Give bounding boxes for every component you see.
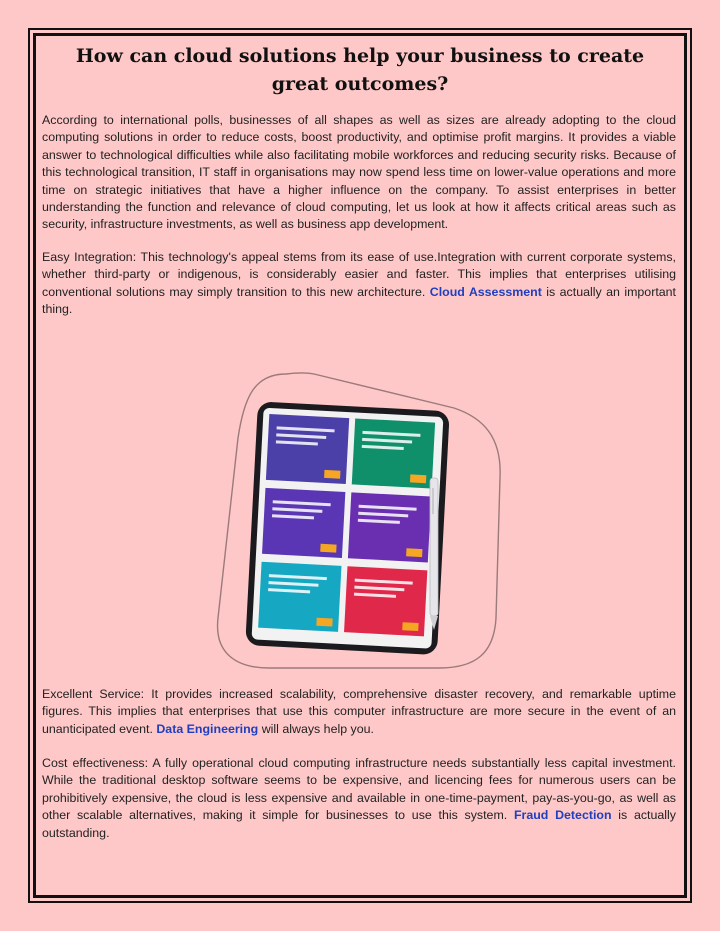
page-title: How can cloud solutions help your business to create great outcomes? [75, 45, 645, 95]
service-text: Excellent Service: It provides increased scalability, comprehensive disaster recovery, and remarkable uptime figures. This implies that enterprises that use this computer infrastructure are more secure in the event of an unanticipated event. [42, 687, 676, 736]
stylus-icon [430, 478, 438, 630]
data-engineering-link[interactable]: Data Engineering [156, 721, 259, 736]
book-cover [266, 414, 349, 484]
integration-after-text: is actually an important thing. [42, 284, 676, 317]
tablet-illustration [214, 368, 504, 673]
intro-paragraph: According to international polls, businesses of all shapes as well as sizes are already adopting to the cloud computing solutions in order to reduce costs, boost productivity, and optimise profit margins. It provides a viable answer to technological difficulties while also facilitating mobile workforces and reducing security risks. Because of this technological transition, IT staff in organisations may now spend less time on lower-value operations and more time on strategic initiatives that have a higher influence on the company. To assist enterprises in better understanding the function and relevance of cloud computing, let us look at how it affects critical areas such as security, infrastructure investments, as well as business app development. [42, 113, 676, 232]
fraud-detection-link[interactable]: Fraud Detection [513, 808, 612, 823]
book-cover [258, 562, 341, 632]
cost-text: Cost effectiveness: A fully operational cloud computing infrastructure needs substantially less capital investment. While the traditional desktop software seems to be expensive, and licencing fees for numerous users can be prohibitively expensive, the cloud is less expensive and available in one-time-payment, pay-as-you-go, as well as other scalable alternatives, making it simple for businesses to use this system. [42, 756, 676, 823]
integration-paragraph [42, 249, 676, 319]
book-cover [344, 566, 427, 636]
integration-text: Easy Integration: This technology's appeal stems from its ease of use.Integration with current corporate systems, whether third-party or indigenous, is considerably easier and faster. This implies that enterprises utilising conventional solutions may simply transition to this new architecture. [42, 250, 676, 299]
service-after-text: will always help you. [258, 721, 374, 736]
cost-paragraph [42, 755, 676, 842]
cloud-assessment-link[interactable]: Cloud Assessment [429, 284, 542, 299]
book-cover [262, 488, 345, 558]
tablet-device [245, 401, 450, 655]
service-paragraph [42, 686, 676, 738]
book-cover [352, 418, 435, 488]
book-cover [348, 492, 431, 562]
cost-after-text: is actually outstanding. [42, 808, 676, 840]
